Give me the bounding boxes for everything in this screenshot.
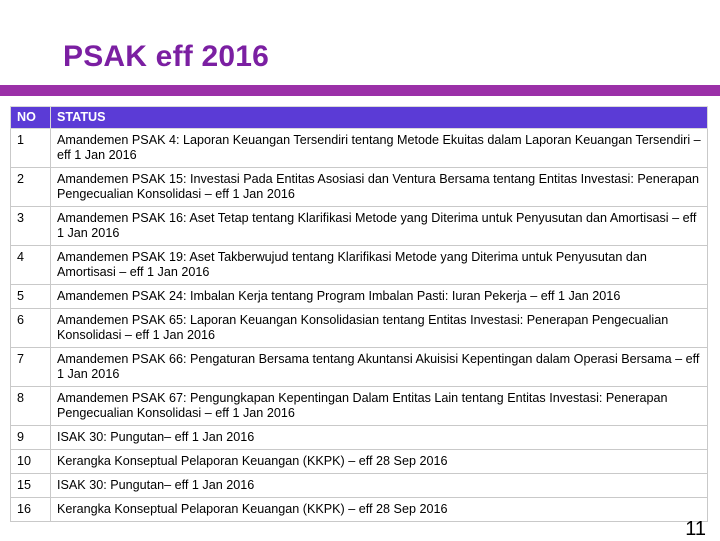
row-status: Kerangka Konseptual Pelaporan Keuangan (KKPK) – eff 28 Sep 2016 — [51, 450, 708, 474]
row-number: 16 — [11, 498, 51, 522]
table-row — [11, 309, 708, 348]
row-status: Amandemen PSAK 16: Aset Tetap tentang Klarifikasi Metode yang Diterima untuk Penyusutan dan Amortisasi – eff 1 Jan 2016 — [51, 207, 708, 246]
psak-table — [10, 106, 708, 522]
table-header-row — [11, 107, 708, 129]
row-number: 1 — [11, 129, 51, 168]
table-row — [11, 450, 708, 474]
table-row — [11, 168, 708, 207]
row-number: 8 — [11, 387, 51, 426]
table-row — [11, 348, 708, 387]
table-row — [11, 498, 708, 522]
row-number: 5 — [11, 285, 51, 309]
table-row — [11, 474, 708, 498]
row-status: Amandemen PSAK 19: Aset Takberwujud tentang Klarifikasi Metode yang Diterima untuk Penyusutan dan Amortisasi – eff 1 Jan 2016 — [51, 246, 708, 285]
row-status: Amandemen PSAK 66: Pengaturan Bersama tentang Akuntansi Akuisisi Kepentingan dalam Operasi Bersama – eff 1 Jan 2016 — [51, 348, 708, 387]
page-number: 11 — [685, 518, 706, 540]
row-number: 3 — [11, 207, 51, 246]
row-status: Amandemen PSAK 65: Laporan Keuangan Konsolidasian tentang Entitas Investasi: Penerapan Pengecualian Konsolidasi – eff 1 Jan 2016 — [51, 309, 708, 348]
row-number: 7 — [11, 348, 51, 387]
row-status: Amandemen PSAK 15: Investasi Pada Entitas Asosiasi dan Ventura Bersama tentang Entitas Investasi: Penerapan Pengecualian Konsolidasi – eff 1 Jan 2016 — [51, 168, 708, 207]
row-status: ISAK 30: Pungutan– eff 1 Jan 2016 — [51, 426, 708, 450]
table-row — [11, 426, 708, 450]
header-status: STATUS — [51, 107, 708, 129]
row-number: 2 — [11, 168, 51, 207]
header-no: NO — [11, 107, 51, 129]
page-title: PSAK eff 2016 — [63, 40, 270, 73]
row-number: 10 — [11, 450, 51, 474]
table-row — [11, 285, 708, 309]
table-row — [11, 207, 708, 246]
table-row — [11, 387, 708, 426]
row-number: 4 — [11, 246, 51, 285]
row-number: 15 — [11, 474, 51, 498]
row-status: Amandemen PSAK 4: Laporan Keuangan Tersendiri tentang Metode Ekuitas dalam Laporan Keuangan Tersendiri – eff 1 Jan 2016 — [51, 129, 708, 168]
table-row — [11, 129, 708, 168]
psak-table-container — [10, 106, 708, 522]
row-number: 9 — [11, 426, 51, 450]
row-status: Amandemen PSAK 24: Imbalan Kerja tentang Program Imbalan Pasti: Iuran Pekerja – eff 1 Jan 2016 — [51, 285, 708, 309]
title-divider — [0, 85, 720, 96]
row-status: ISAK 30: Pungutan– eff 1 Jan 2016 — [51, 474, 708, 498]
row-status: Kerangka Konseptual Pelaporan Keuangan (KKPK) – eff 28 Sep 2016 — [51, 498, 708, 522]
row-status: Amandemen PSAK 67: Pengungkapan Kepentingan Dalam Entitas Lain tentang Entitas Investasi: Penerapan Pengecualian Konsolidasi – eff 1 Jan 2016 — [51, 387, 708, 426]
table-row — [11, 246, 708, 285]
row-number: 6 — [11, 309, 51, 348]
